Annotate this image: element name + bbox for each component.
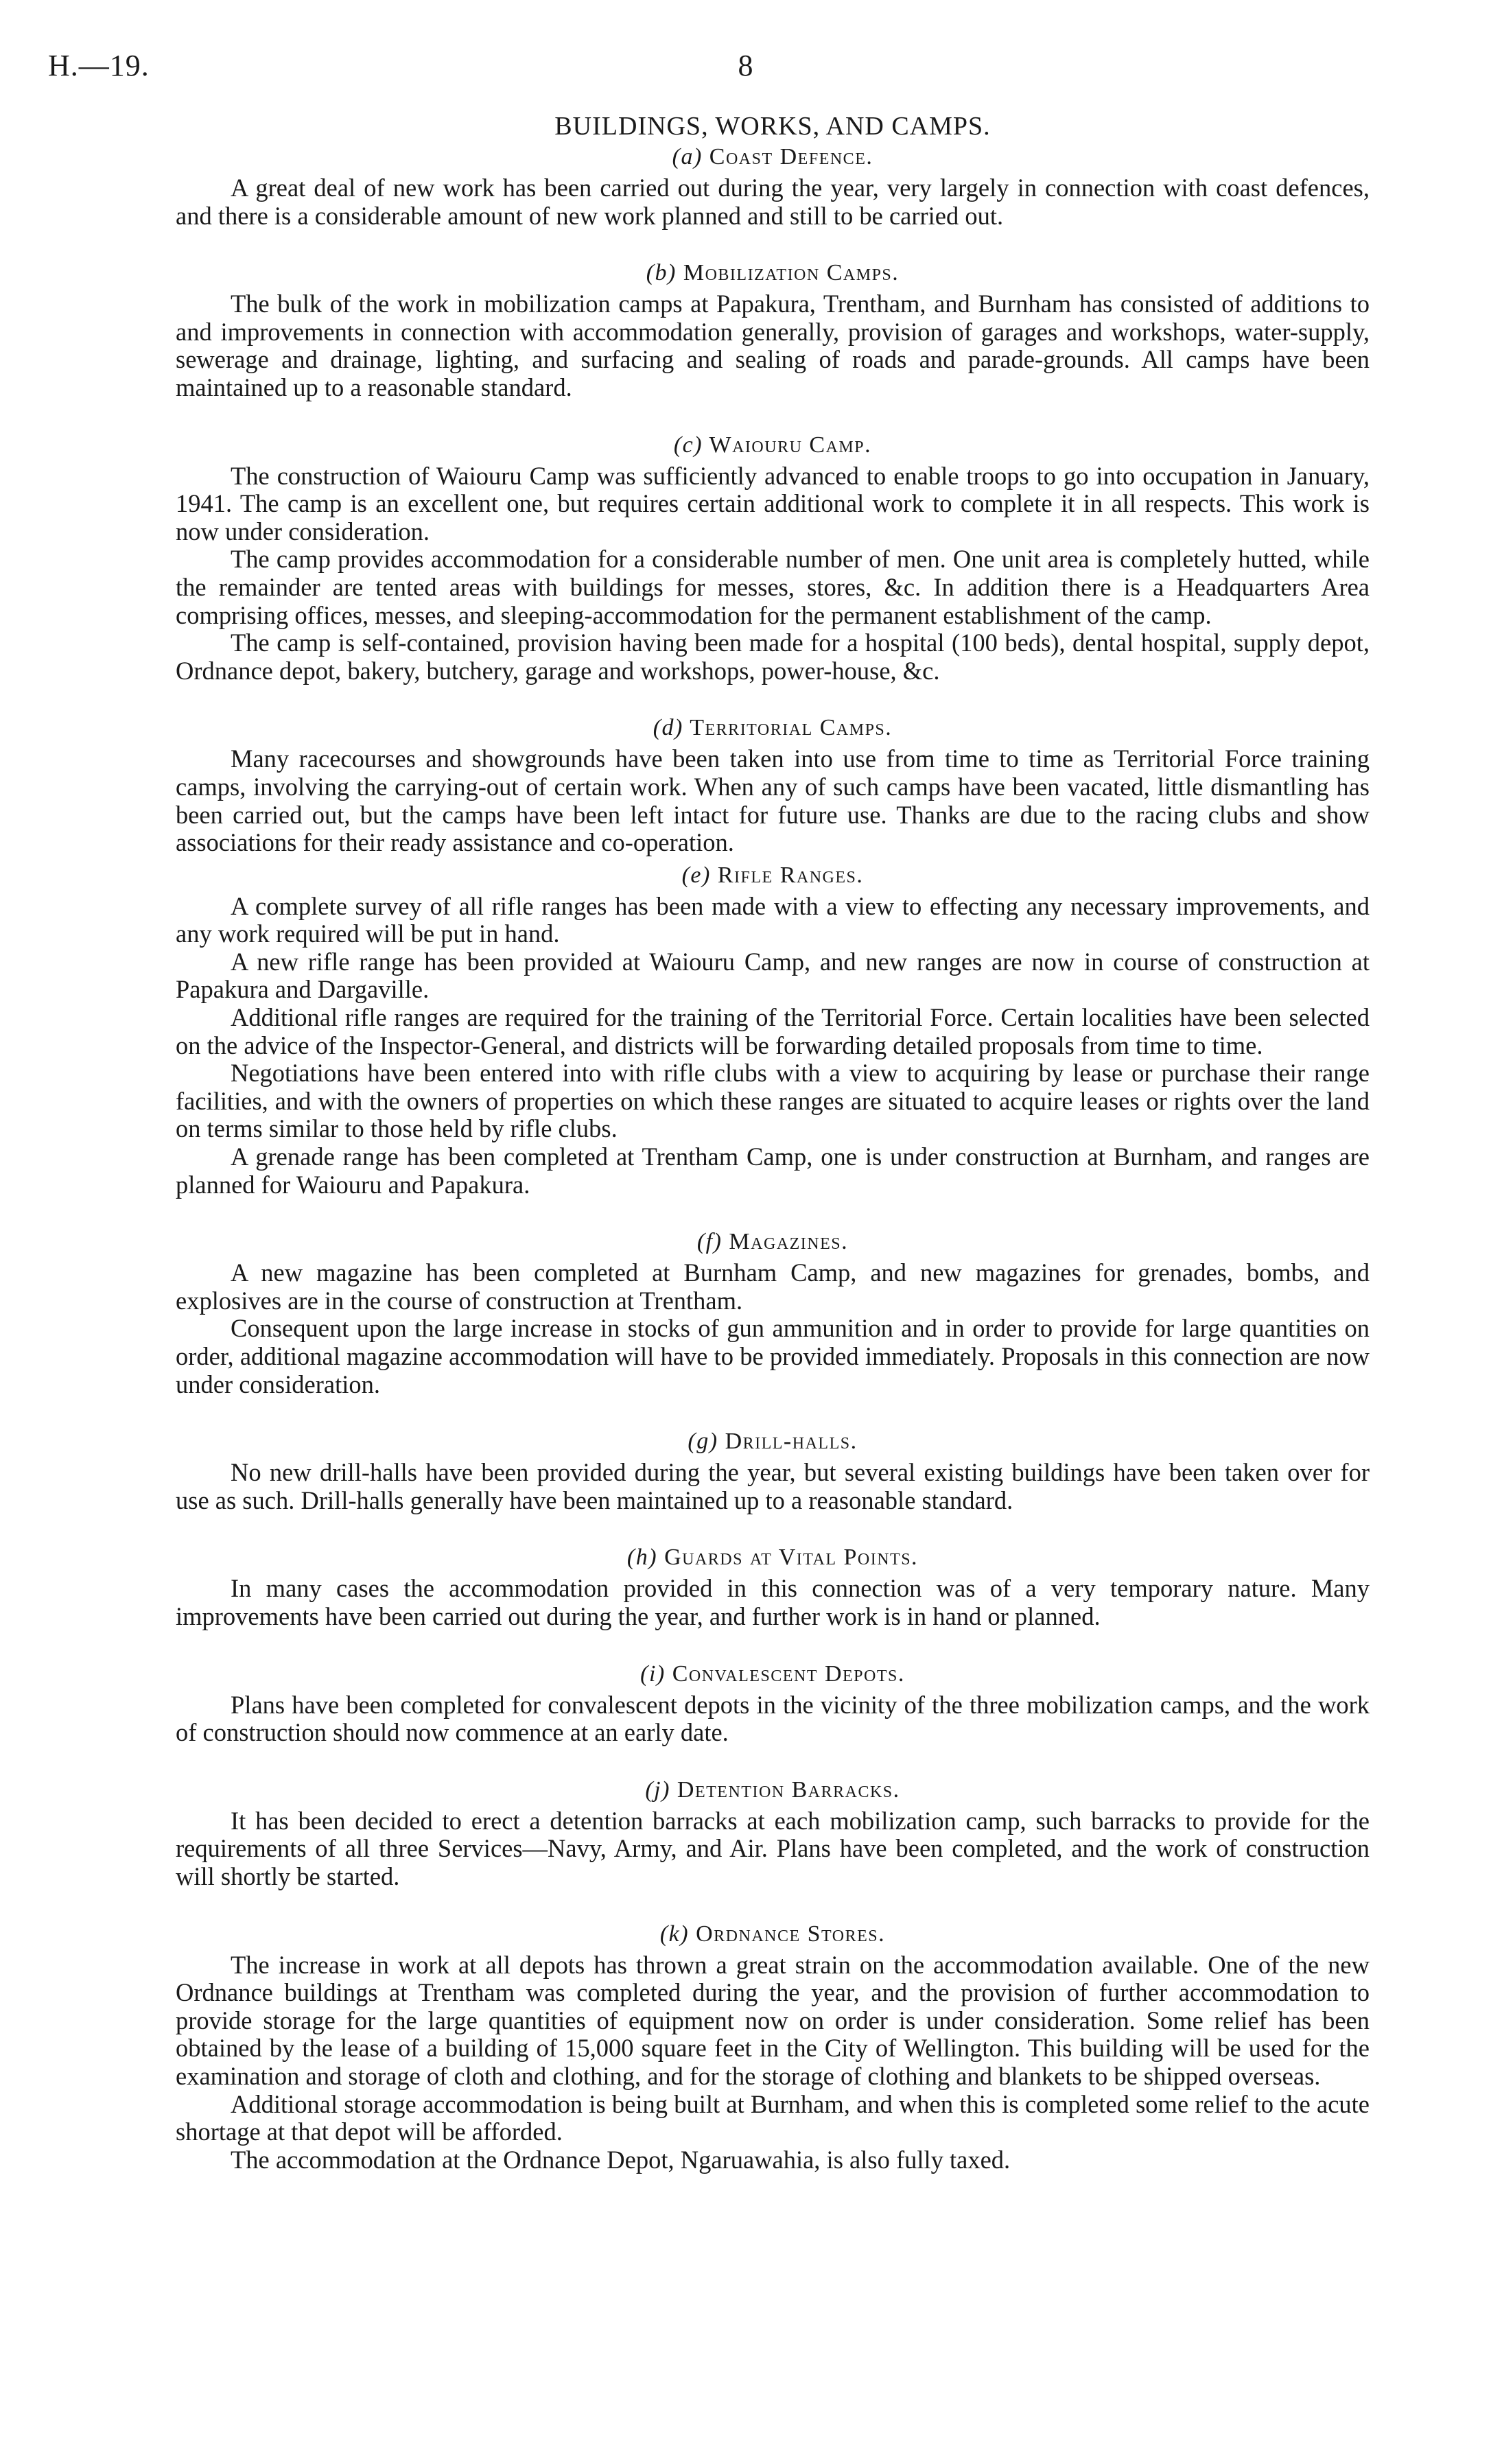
- section-letter: (k): [659, 1921, 690, 1947]
- section-title: Rifle Ranges.: [717, 862, 864, 888]
- section-title: Magazines.: [729, 1229, 849, 1255]
- paragraph: The construction of Waiouru Camp was sufficiently advanced to enable troops to go into occupation in January, 1941. The camp is an excellent one, but requires certain additional work to complete it in all respects. This work is now under consideration.: [176, 461, 1370, 545]
- section-letter: (f): [696, 1229, 723, 1255]
- section-letter: (e): [681, 862, 711, 888]
- paragraph: Negotiations have been entered into with rifle clubs with a view to acquiring by lease or purchase their range facilities, and with the owners of properties on which these ranges are situated to acquire leases or rights over the land on terms similar to those held by rifle clubs.: [176, 1059, 1370, 1143]
- section-heading: [176, 1545, 1370, 1571]
- paragraph: It has been decided to erect a detention barracks at each mobilization camp, such barracks to provide for the requirements of all three Services—Navy, Army, and Air. Plans have been completed, and the work of construction will shortly be started.: [176, 1806, 1370, 1890]
- sections-container: [176, 144, 1370, 2174]
- section-heading: [176, 260, 1370, 286]
- paragraph: The accommodation at the Ordnance Depot, Ngaruawahia, is also fully taxed.: [231, 2145, 1011, 2174]
- section-heading: [176, 432, 1370, 458]
- section: [176, 1429, 1370, 1514]
- section: [176, 1229, 1370, 1398]
- paragraph: A grenade range has been completed at Trentham Camp, one is under construction at Burnham, and ranges are planned for Waiouru and Papakura.: [176, 1142, 1370, 1199]
- paragraph: A great deal of new work has been carried out during the year, very largely in connection with coast defences, and there is a considerable amount of new work planned and still to be carried out.: [176, 174, 1370, 230]
- section-heading: [176, 715, 1370, 741]
- paragraph: A new rifle range has been provided at Waiouru Camp, and new ranges are now in course of construction at Papakura and Dargaville.: [176, 947, 1370, 1004]
- section: [176, 1921, 1370, 2174]
- paragraph: Plans have been completed for convalescent depots in the vicinity of the three mobilization camps, and the work of construction should now commence at an early date.: [176, 1690, 1370, 1747]
- paragraph: Many racecourses and showgrounds have been taken into use from time to time as Territorial Force training camps, involving the carrying-out of certain work. When any of such camps have been vacated, little dismantling has been carried out, but the camps have been left intact for future use. Thanks are due to the racing clubs and show associations for their ready assistance and co-operation.: [176, 744, 1370, 857]
- section-letter: (i): [640, 1661, 666, 1687]
- paragraph: Additional storage accommodation is being built at Burnham, and when this is completed some relief to the acute shortage at that depot will be afforded.: [176, 2089, 1370, 2146]
- section-heading: [176, 863, 1370, 889]
- section: [176, 1661, 1370, 1747]
- section: [176, 1777, 1370, 1891]
- section: [176, 1545, 1370, 1630]
- document-reference: H.—19.: [48, 49, 150, 82]
- section-heading: [176, 144, 1370, 170]
- section-title: Mobilization Camps.: [683, 260, 900, 286]
- section-letter: (a): [672, 144, 703, 169]
- section-letter: (g): [688, 1429, 718, 1455]
- section: [176, 432, 1370, 685]
- section-title: Guards at Vital Points.: [664, 1545, 919, 1571]
- section-title: Territorial Camps.: [690, 715, 893, 741]
- section: [176, 863, 1370, 1199]
- section-letter: (h): [626, 1545, 658, 1571]
- section-letter: (d): [653, 715, 683, 741]
- section-title: Detention Barracks.: [677, 1776, 900, 1803]
- section: [176, 144, 1370, 230]
- section-title: Coast Defence.: [709, 144, 873, 169]
- section-heading: [176, 1777, 1370, 1803]
- section: [176, 715, 1370, 856]
- paragraph: A complete survey of all rifle ranges has been made with a view to effecting any necessary improvements, and any work required will be put in hand.: [176, 891, 1370, 948]
- paragraph: A new magazine has been completed at Burnham Camp, and new magazines for grenades, bombs, and explosives are in the course of construction at Trentham.: [176, 1258, 1370, 1315]
- section-title: Waiouru Camp.: [709, 432, 872, 458]
- section-heading: [176, 1661, 1370, 1687]
- paragraph: The increase in work at all depots has thrown a great strain on the accommodation available. One of the new Ordnance buildings at Trentham was completed during the year, and the provision of further accommodation to provide storage for the large quantities of equipment now on order is under consideration. Some relief has been obtained by the lease of a building of 15,000 square feet in the City of Wellington. This building will be used for the examination and storage of cloth and clothing, and for the storage of clothing and blankets to be shipped overseas.: [176, 1950, 1370, 2090]
- section-letter: (b): [646, 260, 677, 286]
- paragraph: No new drill-halls have been provided during the year, but several existing buildings have been taken over for use as such. Drill-halls generally have been maintained up to a reasonable standard.: [176, 1458, 1370, 1514]
- section-heading: [176, 1921, 1370, 1947]
- paragraph: Additional rifle ranges are required for the training of the Territorial Force. Certain localities have been selected on the advice of the Inspector-General, and districts will be forwarding detailed proposals from time to time.: [176, 1003, 1370, 1059]
- page-body: [176, 111, 1370, 2204]
- section-title: Convalescent Depots.: [672, 1661, 905, 1687]
- section-title: Ordnance Stores.: [696, 1921, 886, 1947]
- section-letter: (c): [673, 432, 703, 458]
- paragraph: Consequent upon the large increase in stocks of gun ammunition and in order to provide for large quantities on order, additional magazine accommodation will have to be provided immediately. Proposals in this connection are now under consideration.: [176, 1314, 1370, 1398]
- section-heading: [176, 1429, 1370, 1455]
- paragraph: The camp is self-contained, provision having been made for a hospital (100 beds), dental hospital, supply depot, Ordnance depot, bakery, butchery, garage and workshops, power-house, &c.: [176, 629, 1370, 685]
- section-heading: [176, 1229, 1370, 1255]
- page-title: BUILDINGS, WORKS, AND CAMPS.: [554, 112, 991, 141]
- page-header: [0, 48, 1491, 89]
- section-title: Drill-halls.: [725, 1429, 858, 1455]
- paragraph: The bulk of the work in mobilization camps at Papakura, Trentham, and Burnham has consisted of additions to and improvements in connection with accommodation generally, provision of garages and workshops, water-supply, sewerage and drainage, lighting, and surfacing and sealing of roads and parade-grounds. All camps have been maintained up to a reasonable standard.: [176, 290, 1370, 401]
- section: [176, 260, 1370, 401]
- paragraph: In many cases the accommodation provided in this connection was of a very temporary nature. Many improvements have been carried out during the year, and further work is in hand or planned.: [176, 1574, 1370, 1630]
- paragraph: The camp provides accommodation for a considerable number of men. One unit area is completely hutted, while the remainder are tented areas with buildings for messes, stores, &c. In addition there is a Headquarters Area comprising offices, messes, and sleeping-accommodation for the permanent establishment of the camp.: [176, 545, 1370, 629]
- page-number: 8: [738, 49, 753, 82]
- section-letter: (j): [645, 1776, 670, 1803]
